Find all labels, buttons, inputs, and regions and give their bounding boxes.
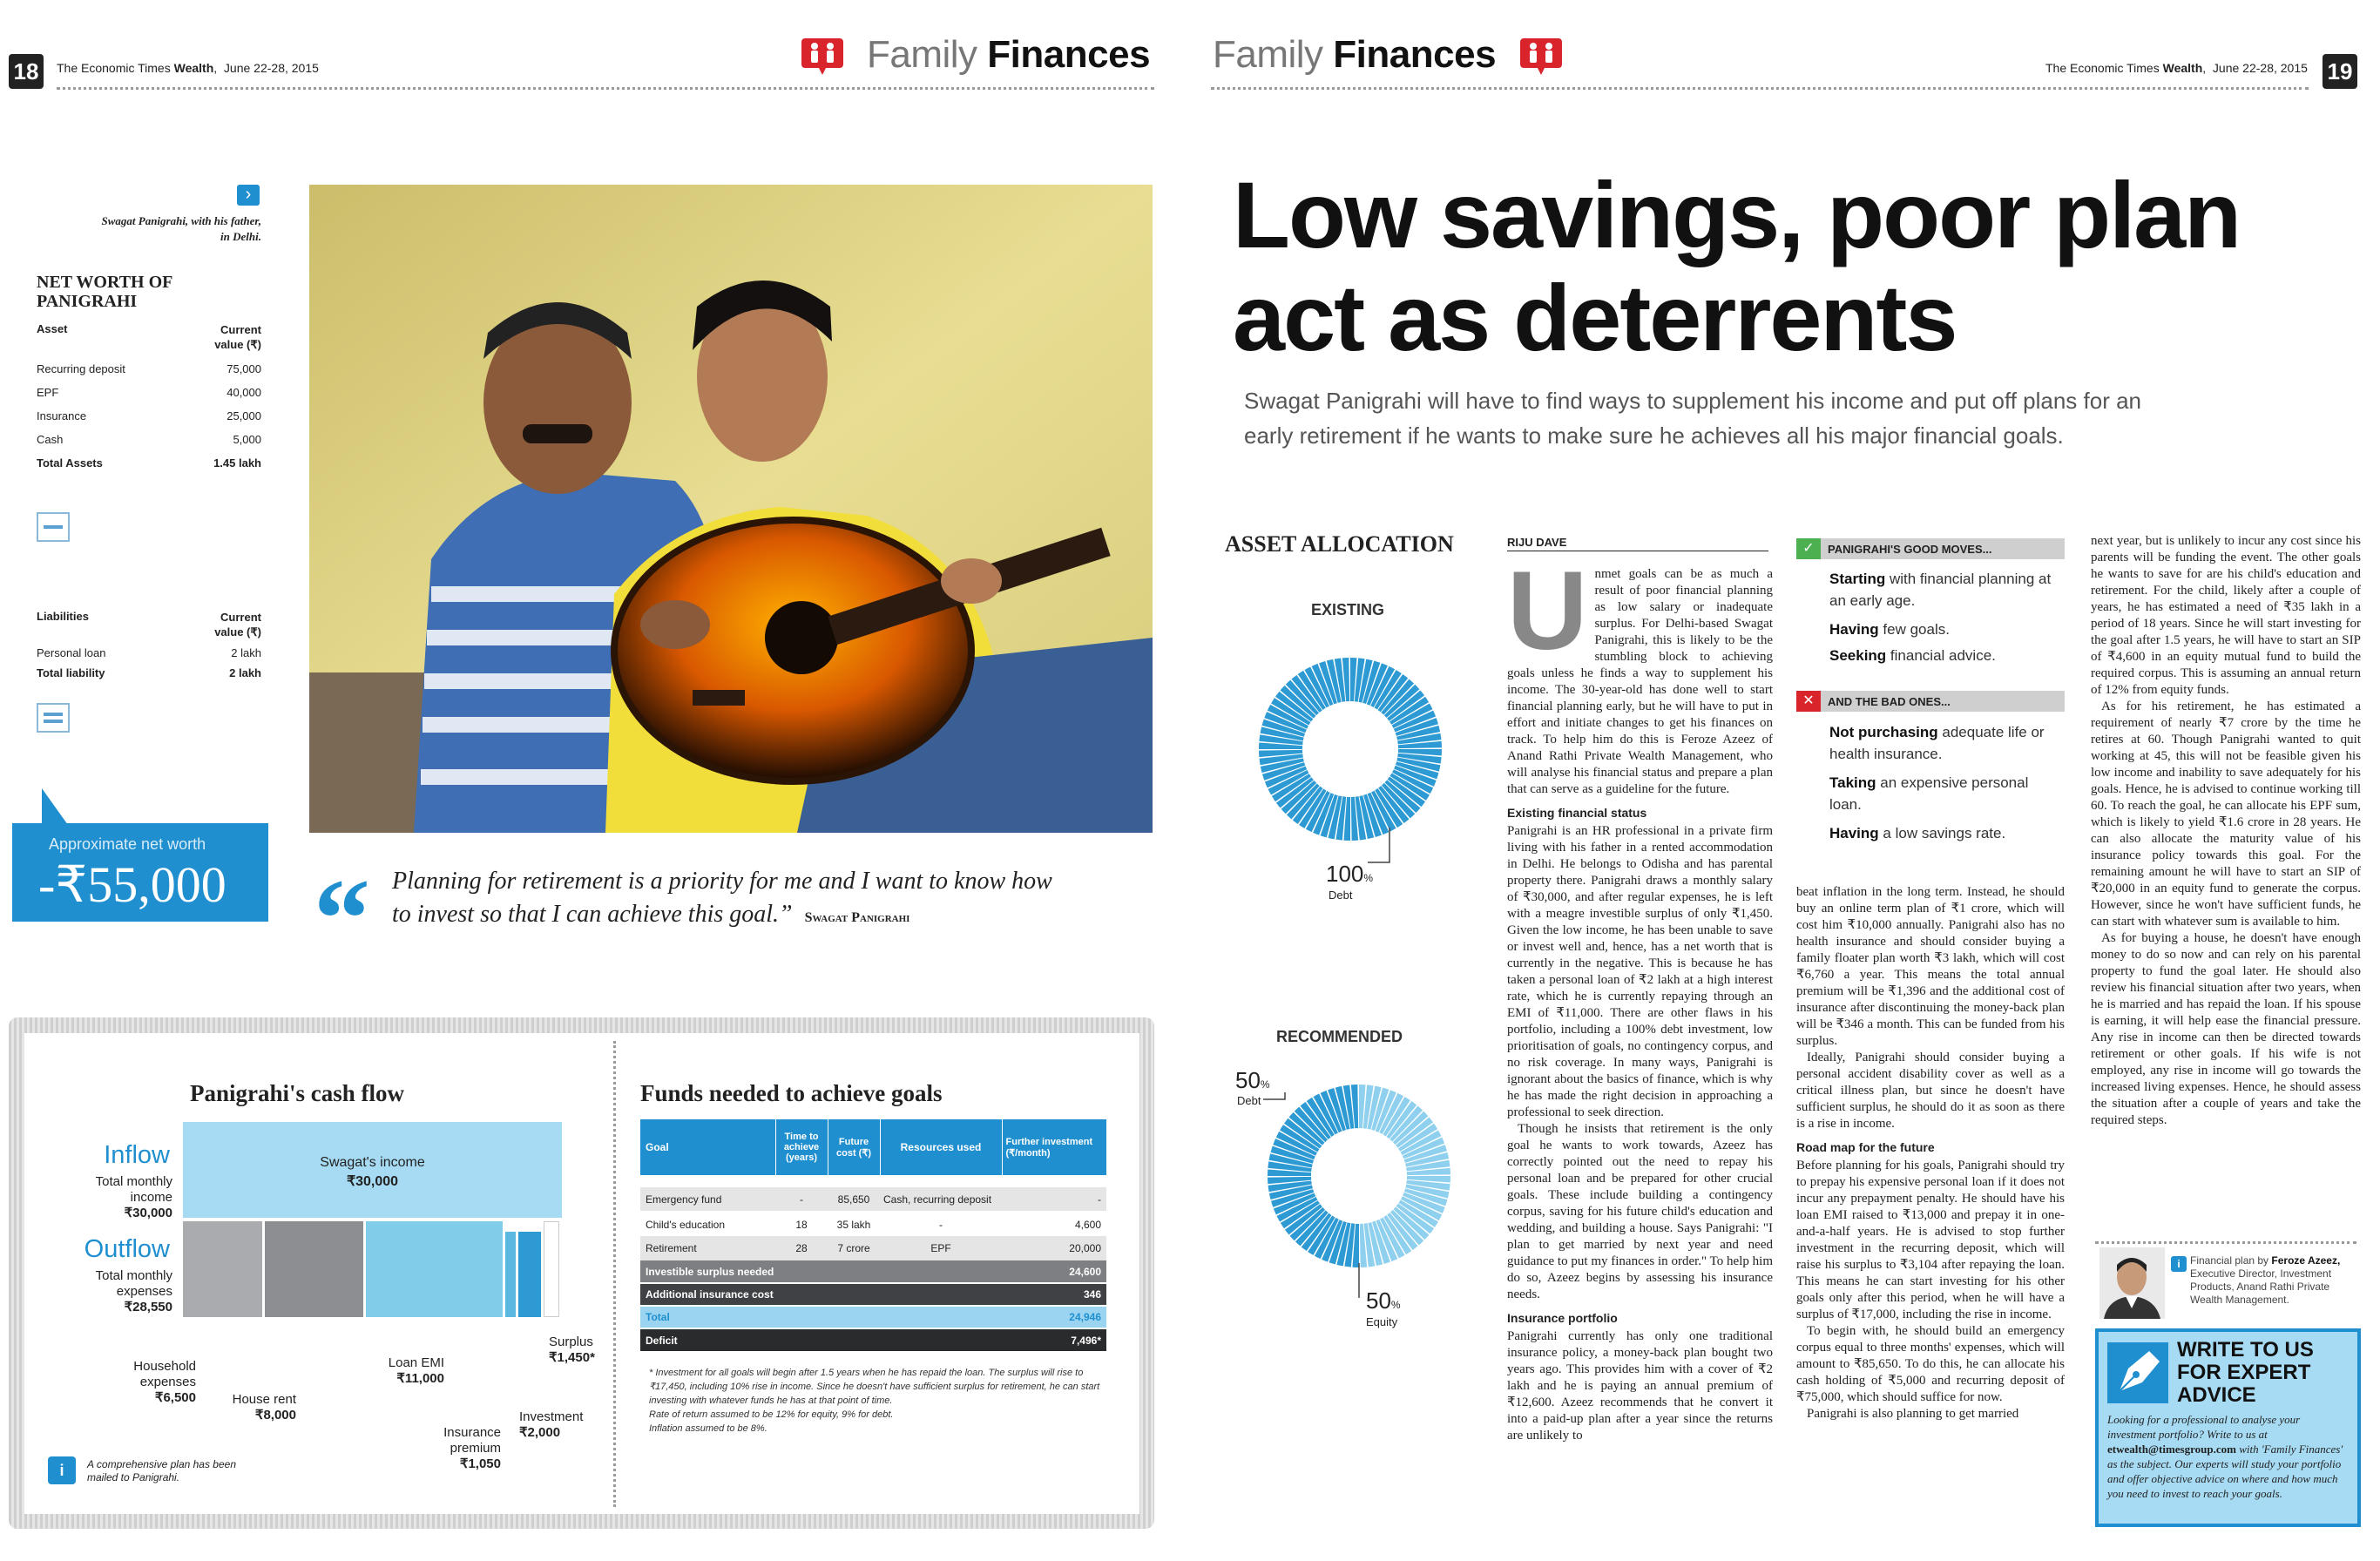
section-title-light: Family <box>867 33 977 76</box>
investment-label <box>519 1409 605 1441</box>
inflow-value: ₹30,000 <box>124 1206 172 1220</box>
photo-caption: Swagat Panigrahi, with his father, in Delhi. <box>101 214 261 243</box>
total-value: 24,946 <box>1069 1311 1101 1323</box>
surplus-label <box>549 1335 601 1366</box>
insurance-label <box>423 1425 501 1472</box>
good-move-text: few goals. <box>1878 621 1950 638</box>
headline-line2: act as deterrents <box>1233 265 1957 370</box>
article-paragraph: Panigrahi currently has only one traditional insurance policy, a money-back plan bought two years ago. This provides him with a cover of ₹2 lakh and he is paying an annual premium of ₹12,600. Azeez recommends that he convert it into a paid-up plan after a year since the returns are unlikely to <box>1507 1329 1773 1443</box>
bad-move-text: an expensive personal loan. <box>1829 774 2029 813</box>
good-move <box>1829 618 2056 640</box>
family-icon <box>801 37 843 77</box>
pen-icon <box>2107 1342 2168 1403</box>
asset-name: EPF <box>37 386 59 399</box>
article-paragraph: nmet goals can be as much a result of poor financial planning as low salary or inadequate surplus. For Delhi-based Swagat Panigrahi, this is likely to be the stumbling block to achieving goals unless he finds a way to supplement his income. The 30-year-old has done well to start financial planning early, but he will have to put in effort and initiate changes to get his finances on track. To help him do this is Feroze Azeez of Anand Rathi Private Wealth Management, who will analyse his financial status and prepare a plan that can serve as a guideline for the future. <box>1507 567 1773 796</box>
total-liability-label: Total liability <box>37 666 105 679</box>
asset-value: 40,000 <box>227 386 261 399</box>
planner-desc: Executive Director, Investment Products, Anand Rathi Private Wealth Management. <box>2190 1267 2332 1306</box>
cell: - <box>939 1218 943 1231</box>
footnote-1: * Investment for all goals will begin after 1.5 years when he has repaid the loan. The surplus will rise to ₹17,450, including 10% rise in income. Since he doesn't have sufficient surplus for retirement, he can start investing with whatever funds he has at that point of time. <box>649 1368 1100 1406</box>
cell: 7 crore <box>837 1242 870 1254</box>
article-paragraph: To begin with, he should build an emergency corpus equal to three months' expenses, which will amount to ₹85,650. To do this, he can allocate his cash holding of ₹5,000 and recurring deposit of ₹75,000, which should suffice for now. <box>1796 1324 2065 1404</box>
approx-net-worth-value: -₹55,000 <box>38 856 227 913</box>
surplus-name: Surplus <box>549 1335 593 1349</box>
funds-footnotes <box>649 1366 1102 1436</box>
article-paragraph: As for buying a house, he doesn't have enough money to do so now and can rely on his parental property to fund the goal later. He should also review his financial situation after two years, when he is married and has repaid the loan. If his spouse is earning, it will help ease the financial pressure. Any rise in income can then be directed towards retirement or other goals. If his wife is not employed, any rise in income will go towards the increased living expenses. Hence, he should assess the situation after a couple of years and take the required steps. <box>2091 931 2361 1127</box>
expert-text-1: Looking for a professional to analyse your investment portfolio? Write to us at <box>2107 1413 2301 1441</box>
house-rent-name: House rent <box>232 1392 296 1407</box>
bad-move <box>1829 772 2056 815</box>
table-row <box>640 1212 1106 1236</box>
loan-emi-name: Loan EMI <box>388 1355 444 1370</box>
cell: 4,600 <box>1074 1218 1101 1231</box>
total-assets-value: 1.45 lakh <box>213 456 261 470</box>
th-time: Time to achieve (years) <box>775 1119 828 1175</box>
total-liability-value: 2 lakh <box>229 666 261 679</box>
equals-icon <box>37 703 70 733</box>
article-col-3 <box>2091 533 2361 1208</box>
net-worth-title <box>37 273 172 311</box>
house-rent-label <box>209 1392 296 1423</box>
cell: Cash, recurring deposit <box>883 1193 992 1206</box>
outflow-bars <box>183 1221 562 1317</box>
thumbs-up-icon: ✓ <box>1796 538 1821 559</box>
cell: 28 <box>795 1242 808 1254</box>
planner-rule <box>2095 1241 2356 1244</box>
dropcap: U <box>1507 566 1588 673</box>
funds-table <box>640 1119 1106 1351</box>
funds-title: Funds needed to achieve goals <box>640 1080 943 1106</box>
deficit-label: Deficit <box>646 1334 678 1347</box>
asset-name: Insurance <box>37 409 87 422</box>
th-resources: Resources used <box>880 1119 1002 1175</box>
rec-equity-pct <box>1366 1287 1401 1314</box>
outflow-bar-segment <box>183 1221 262 1317</box>
total-assets-row <box>37 456 261 470</box>
asset-col-header: Asset <box>37 322 68 335</box>
funds-table-header <box>640 1119 1106 1175</box>
deficit-row <box>640 1328 1106 1351</box>
liability-value: 2 lakh <box>231 646 261 659</box>
publication-name: The Economic Times <box>57 61 171 75</box>
household-value: ₹6,500 <box>154 1390 196 1405</box>
pct-sign: % <box>1260 1078 1270 1091</box>
liabilities-header <box>37 610 261 639</box>
bad-move-text: adequate life or health insurance. <box>1829 724 2045 762</box>
surplus-value: ₹1,450* <box>549 1350 595 1365</box>
quote-line1: Planning for retirement is a priority for me and I want to know how <box>392 868 1052 895</box>
asset-value: 75,000 <box>227 362 261 375</box>
outflow-leaders <box>0 0 1 1</box>
planner-name: Feroze Azeez, <box>2271 1254 2341 1267</box>
headline-line1: Low savings, poor plan <box>1233 162 2241 267</box>
total-liability-row <box>37 666 261 679</box>
th-cost: Future cost (₹) <box>828 1119 880 1175</box>
asset-row <box>37 362 261 375</box>
outflow-bar-segment <box>366 1221 503 1317</box>
table-row <box>640 1236 1106 1260</box>
existing-debt-value: 100 <box>1326 861 1364 887</box>
article-paragraph: Before planning for his goals, Panigrahi should try to prepay his expensive personal loan if it does not incur any prepayment penalty. He should have his loan EMI raised to ₹13,000 and prepay it in one-and-a-half years. He is advised to stop further investment in the recurring deposit, which will raise his surplus to ₹3,104 after repaying the loan. This means he can start investing for his other goals only after this period, when he will have a surplus of ₹17,000, including the rise in income. <box>1796 1159 2065 1321</box>
bad-move <box>1829 822 2056 844</box>
article-paragraph: Ideally, Panigrahi should consider buying a personal accident disability cover as well as a critical illness plan, but since he doesn't have sufficient surplus, he should do it as soon as there is a rise in income. <box>1796 1051 2065 1131</box>
article-paragraph: next year, but is unlikely to incur any cost since his parents will be funding the event. The other goals he wants to save for are his child's education and retirement. For the child, likely after a couple of years, he has estimated a need of ₹35 lakh in a period of 18 years. Since he will start investing for the goal after 1.5 years, he will have to start an SIP of ₹4,600 in an equity mutual fund to build the required corpus. This is assuming an annual return of 12% from equity funds. <box>2091 534 2361 697</box>
cell: Emergency fund <box>646 1193 722 1206</box>
insurance-cost-row <box>640 1283 1106 1306</box>
article-paragraph: Panigrahi is an HR professional in a private firm living with his father in a rented accommodation in Delhi. He belongs to Odisha and has parental property there. Panigrahi draws a monthly salary of ₹30,000, and after regular expenses, he is left with a meagre investible surplus of only ₹1,450. Given the low income, he has been unable to save or invest well and, hence, has a net worth that is currently in the negative. This is because he has taken a personal loan of ₹2 lakh at a high interest rate, which he is currently repaying through an EMI of ₹11,000. There are other flaws in his portfolio, including a 100% debt investment, low prioritisation of goals, no contingency corpus, and no risk coverage. In many ways, Panigrahi is ignorant about the basics of finance, which is why he has made the right decision in approaching a professional to seek direction. <box>1507 824 1773 1119</box>
section-title-bold: Finances <box>1333 33 1497 76</box>
footnote-3: Inflation assumed to be 8%. <box>649 1423 767 1434</box>
outflow-bar-segment <box>505 1232 516 1317</box>
standfirst <box>1244 383 2141 453</box>
article-col-2 <box>1796 884 2065 1533</box>
right-header-rule <box>1211 87 2309 90</box>
expert-email-link[interactable]: etwealth@timesgroup.com <box>2107 1443 2236 1456</box>
recommended-label: RECOMMENDED <box>1276 1028 1403 1045</box>
quote-line2: to invest so that I can achieve this goal.” <box>392 901 793 928</box>
inflow-desc: Total monthly income <box>95 1174 172 1205</box>
household-name: Household expenses <box>133 1359 196 1389</box>
approx-net-worth-label: Approximate net worth <box>49 835 206 853</box>
total-row <box>640 1306 1106 1328</box>
existing-debt-label: Debt <box>1329 889 1353 902</box>
thumbs-down-icon: ✕ <box>1796 691 1821 712</box>
section-title-bold: Finances <box>987 33 1151 76</box>
good-move-text: with financial planning at an early age. <box>1829 571 2052 609</box>
rec-debt-label: Debt <box>1237 1094 1261 1107</box>
article-subhead: Road map for the future <box>1796 1140 1935 1154</box>
rec-equity-value: 50 <box>1366 1287 1391 1314</box>
investible-value: 24,600 <box>1069 1265 1101 1278</box>
expert-title <box>2177 1339 2314 1407</box>
quote-icon: “ <box>314 856 370 982</box>
income-bar-label: Swagat's income <box>320 1155 425 1170</box>
income-bar <box>183 1122 562 1218</box>
total-label: Total <box>646 1311 670 1323</box>
insurance-cost-value: 346 <box>1083 1288 1101 1301</box>
house-rent-value: ₹8,000 <box>254 1408 296 1422</box>
good-move-bold: Starting <box>1829 571 1886 587</box>
arrow-icon: › <box>237 185 260 206</box>
outflow-bar-segment <box>518 1232 541 1317</box>
asset-value: 25,000 <box>227 409 261 422</box>
rec-debt-value: 50 <box>1235 1067 1261 1093</box>
pull-quote <box>392 865 1141 935</box>
right-section-title <box>1213 33 1496 77</box>
asset-name: Recurring deposit <box>37 362 125 375</box>
expert-text-2: with 'Family Finances' as the subject. Our experts will study your portfolio and offer objective advice on where and how much you need to invest to reach your goals. <box>2107 1443 2343 1500</box>
asset-name: Cash <box>37 433 64 446</box>
pct-sign: % <box>1390 1299 1401 1311</box>
investment-name: Investment <box>519 1409 584 1424</box>
existing-debt-pct <box>1326 861 1373 888</box>
asset-allocation-title: ASSET ALLOCATION <box>1225 531 1454 557</box>
cell: 20,000 <box>1069 1242 1101 1254</box>
net-worth-title-line1: NET WORTH OF <box>37 273 173 292</box>
planner-credit <box>2190 1254 2360 1307</box>
value-col-header: Current value (₹) <box>214 323 261 351</box>
cash-flow-title: Panigrahi's cash flow <box>190 1080 405 1106</box>
left-running-head: The Economic Times Wealth, June 22-28, 2015 <box>57 61 319 75</box>
expert-title-line2: FOR EXPERT <box>2177 1361 2311 1384</box>
rec-leaders <box>1237 1080 1455 1298</box>
left-section-title <box>867 33 1150 77</box>
outflow-bar-segment <box>544 1221 559 1317</box>
liability-row <box>37 646 261 659</box>
article-col-1 <box>1507 566 1773 1533</box>
deficit-value: 7,496* <box>1071 1334 1101 1347</box>
cell: Retirement <box>646 1242 697 1254</box>
expert-advice-box <box>2095 1328 2361 1527</box>
box-tab <box>42 788 68 825</box>
family-photo <box>309 185 1153 833</box>
rec-equity-label: Equity <box>1366 1315 1398 1328</box>
expert-title-line1: WRITE TO US <box>2177 1338 2314 1362</box>
investible-row <box>640 1260 1106 1283</box>
net-worth-box <box>12 823 268 922</box>
outflow-bar-segment <box>265 1221 363 1317</box>
good-move <box>1829 645 2056 666</box>
panel-divider <box>613 1041 616 1507</box>
insurance-cost-label: Additional insurance cost <box>646 1288 774 1301</box>
article-subhead: Existing financial status <box>1507 806 1647 820</box>
insurance-name: Insurance premium <box>443 1425 501 1456</box>
bad-move <box>1829 721 2056 765</box>
expert-text <box>2107 1412 2351 1501</box>
good-move-text: financial advice. <box>1886 647 1996 664</box>
household-label <box>96 1359 196 1406</box>
article-paragraph: Panigrahi is also planning to get married <box>1807 1407 2019 1421</box>
right-running-head: The Economic Times Wealth, June 22-28, 2015 <box>2045 61 2308 75</box>
net-worth-title-line2: PANIGRAHI <box>37 292 138 311</box>
byline: RIJU DAVE <box>1507 536 1768 551</box>
info-icon: i <box>48 1456 76 1484</box>
outflow-value: ₹28,550 <box>124 1300 172 1314</box>
asset-row <box>37 409 261 422</box>
insurance-value: ₹1,050 <box>459 1456 501 1471</box>
headline <box>1233 164 2240 369</box>
loan-emi-label <box>375 1355 444 1387</box>
bad-move-bold: Not purchasing <box>1829 724 1938 740</box>
asset-row <box>37 433 261 446</box>
standfirst-line2: early retirement if he wants to make sure he achieves all his major financial goals. <box>1244 422 2064 449</box>
planner-avatar <box>2099 1247 2165 1319</box>
value-col-header: Current value (₹) <box>214 611 261 639</box>
quote-attribution: Swagat Panigrahi <box>804 910 910 925</box>
cell: - <box>800 1193 803 1206</box>
liability-name: Personal loan <box>37 646 106 659</box>
table-row <box>640 1187 1106 1212</box>
article-paragraph: beat inflation in the long term. Instead, he should buy an online term plan of ₹1 crore, which will cost him ₹10,000 annually. Panigrahi also has no health insurance and should consider buying a family floater plan worth ₹3 lakh, which will cost ₹6,760 a year. This means the total annual premium will be ₹1,396 and the additional cost of insurance after discontinuing the money-back plan will be ₹346 a month. This can be funded from his surplus. <box>1796 885 2065 1048</box>
publication-section: Wealth <box>2162 61 2203 75</box>
existing-allocation-donut <box>1254 653 1446 845</box>
bad-moves-header: AND THE BAD ONES... <box>1796 691 2065 712</box>
left-page-number: 18 <box>9 54 44 89</box>
expert-title-line3: ADVICE <box>2177 1383 2256 1407</box>
good-move-bold: Seeking <box>1829 647 1887 664</box>
cell: 18 <box>795 1218 808 1231</box>
minus-icon <box>37 512 70 542</box>
good-moves-header: PANIGRAHI'S GOOD MOVES... <box>1796 538 2065 559</box>
bad-move-text: a low savings rate. <box>1878 825 2006 841</box>
cell: 35 lakh <box>836 1218 871 1231</box>
income-bar-value: ₹30,000 <box>346 1174 399 1189</box>
loan-emi-value: ₹11,000 <box>396 1371 444 1386</box>
right-page-number: 19 <box>2323 54 2357 89</box>
liabilities-col-header: Liabilities <box>37 610 89 623</box>
pct-sign: % <box>1363 872 1374 884</box>
investible-label: Investible surplus needed <box>646 1265 774 1278</box>
inflow-label: Inflow <box>104 1141 170 1169</box>
article-paragraph: Though he insists that retirement is the only goal he wants to work towards, Azeez has correctly pointed out the need to repay his personal loan and be prepared for other crucial goals. These include building a contingency corpus, saving for his future child's education and wedding, and building a house. Says Panigrahi: "I plan to get married by next year and need guidance to put my finances in order." To help him do so, Azeez begins by assessing his insurance needs. <box>1507 1122 1773 1301</box>
bad-move-bold: Having <box>1829 825 1879 841</box>
section-title-light: Family <box>1213 33 1323 76</box>
cell: EPF <box>930 1242 951 1254</box>
article-paragraph: As for his retirement, he has estimated a requirement of nearly ₹7 crore by the time he retires at 60. Though Panigrahi wanted to quit working at 45, this will not be feasible given his low income and inability to save adequately for his goals. Hence, he is advised to continue working till 60. To reach the goal, he can allocate his EPF sum, which is likely to yield ₹1.6 crore in 28 years. He can also allocate the maturity value of his insurance policy towards this goal. For the remaining amount he will have to start an SIP of ₹20,000 in an equity fund to generate the corpus. However, since he won't have sufficient funds, he can start with whatever sum is available to him. <box>2091 699 2361 929</box>
publication-section: Wealth <box>173 61 214 75</box>
outflow-label: Outflow <box>84 1235 170 1263</box>
publication-name: The Economic Times <box>2045 61 2160 75</box>
standfirst-line1: Swagat Panigrahi will have to find ways to supplement his income and put off plans for an <box>1244 388 2142 414</box>
planner-info-icon: i <box>2171 1256 2187 1272</box>
asset-row <box>37 386 261 399</box>
footnote-2: Rate of return assumed to be 12% for equity, 9% for debt. <box>649 1409 894 1420</box>
family-icon <box>1520 37 1562 77</box>
th-goal: Goal <box>646 1141 669 1153</box>
cell: 85,650 <box>837 1193 870 1206</box>
publication-date: June 22-28, 2015 <box>223 61 319 75</box>
plan-mailed-note: A comprehensive plan has been mailed to Panigrahi. <box>87 1458 236 1483</box>
existing-label: EXISTING <box>1311 601 1385 618</box>
good-move-bold: Having <box>1829 621 1879 638</box>
outflow-desc: Total monthly expenses <box>95 1268 172 1299</box>
bad-move-bold: Taking <box>1829 774 1876 791</box>
assets-header <box>37 322 261 352</box>
asset-value: 5,000 <box>233 433 261 446</box>
planner-prefix: Financial plan by <box>2190 1254 2272 1267</box>
left-header-rule <box>57 87 1154 90</box>
th-investment: Further investment (₹/month) <box>1002 1119 1106 1175</box>
cell: Child's education <box>646 1218 726 1231</box>
cell: - <box>1098 1193 1101 1206</box>
article-subhead: Insurance portfolio <box>1507 1311 1618 1325</box>
good-move <box>1829 568 2056 612</box>
investment-value: ₹2,000 <box>519 1425 561 1440</box>
total-assets-label: Total Assets <box>37 456 103 470</box>
publication-date: June 22-28, 2015 <box>2212 61 2308 75</box>
